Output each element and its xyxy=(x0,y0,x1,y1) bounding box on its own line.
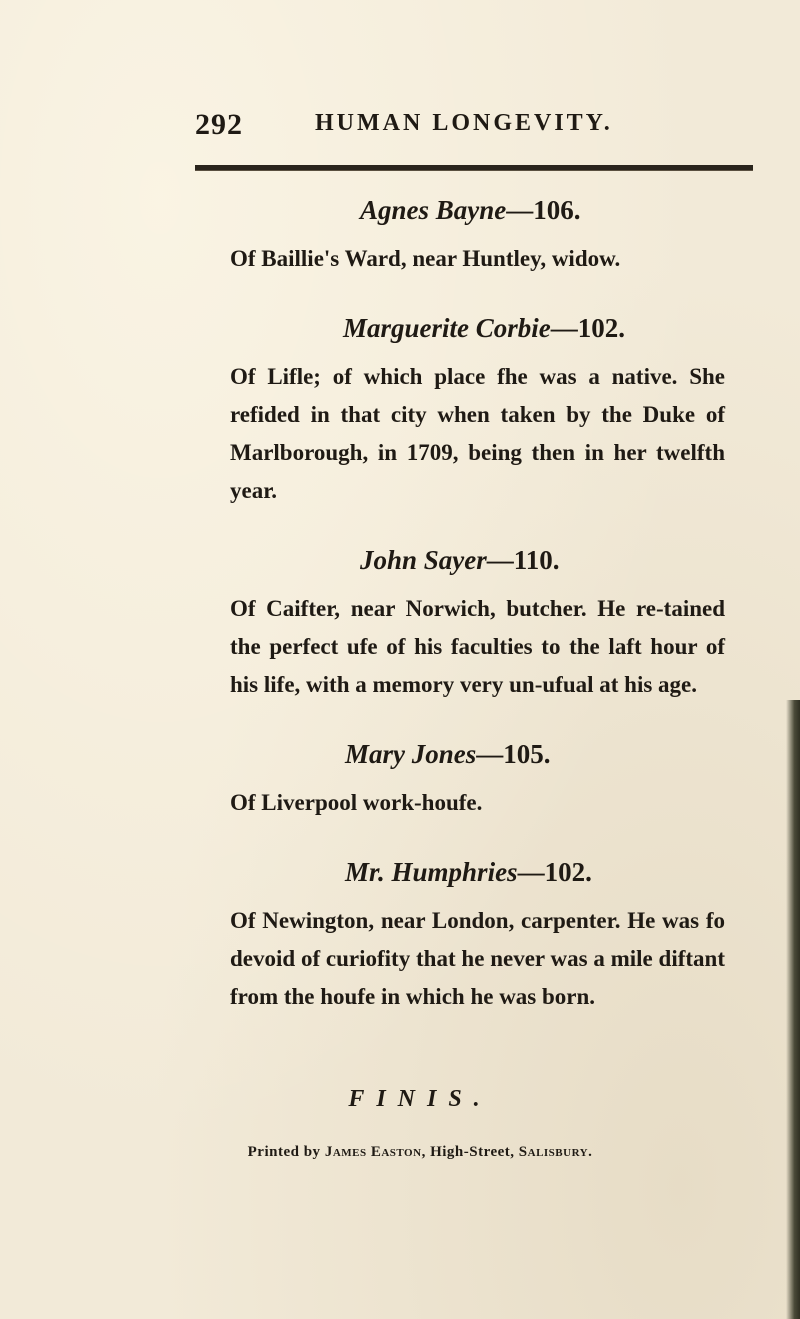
entry-age: —105. xyxy=(476,739,551,769)
imprint-printer: James Easton xyxy=(324,1144,422,1160)
imprint-middle: , High-Street, xyxy=(421,1144,519,1160)
entry xyxy=(230,734,735,822)
imprint-prefix: Printed by xyxy=(247,1144,325,1160)
entry-text: Of Caifter, near Norwich, butcher. He re-tained the perfect ufe of his faculties to the laft hour of his life, with a memory very un-ufual at his age. xyxy=(230,596,725,697)
entry-text: Of Lifle; of which place fhe was a native. She refided in that city when taken by the Duke of Marlborough, in 1709, being then in her twelfth year. xyxy=(230,364,725,503)
entry-name: Mr. Humphries xyxy=(345,857,518,887)
header-rule xyxy=(195,165,753,171)
entry-text: Of Newington, near London, carpenter. He was fo devoid of curiofity that he never was a mile diftant from the houfe in which he was born. xyxy=(230,908,725,1009)
entry-name: Marguerite Corbie xyxy=(343,313,551,343)
entry-age: —106. xyxy=(506,195,581,225)
page-edge-shadow xyxy=(786,700,800,1319)
entry xyxy=(230,540,735,704)
entry xyxy=(230,308,735,510)
entry-title xyxy=(255,734,735,774)
entry-age: —102. xyxy=(550,313,626,343)
colophon xyxy=(247,1046,735,1166)
printer-imprint xyxy=(0,1144,800,1161)
entry-name: Mary Jones xyxy=(345,739,477,769)
imprint-place: Salisbury. xyxy=(518,1144,593,1160)
page-number: 292 xyxy=(195,108,243,141)
entry-age: —102. xyxy=(517,857,592,887)
entry-title xyxy=(255,190,735,230)
entry-text: Of Liverpool work-houfe. xyxy=(230,790,483,815)
entry-name: Agnes Bayne xyxy=(360,195,507,225)
running-head: HUMAN LONGEVITY. xyxy=(315,110,613,136)
entry-title xyxy=(255,308,735,348)
entry-text: Of Baillie's Ward, near Huntley, widow. xyxy=(230,246,621,271)
entry-name: John Sayer xyxy=(360,545,487,575)
entry-title xyxy=(255,852,735,892)
finis: FINIS. xyxy=(348,1086,492,1112)
entry-age: —110. xyxy=(486,545,560,575)
entries-list xyxy=(230,190,735,1166)
entry-title xyxy=(255,540,735,580)
entry xyxy=(230,190,735,278)
entry xyxy=(230,852,735,1016)
page-header xyxy=(195,108,755,148)
